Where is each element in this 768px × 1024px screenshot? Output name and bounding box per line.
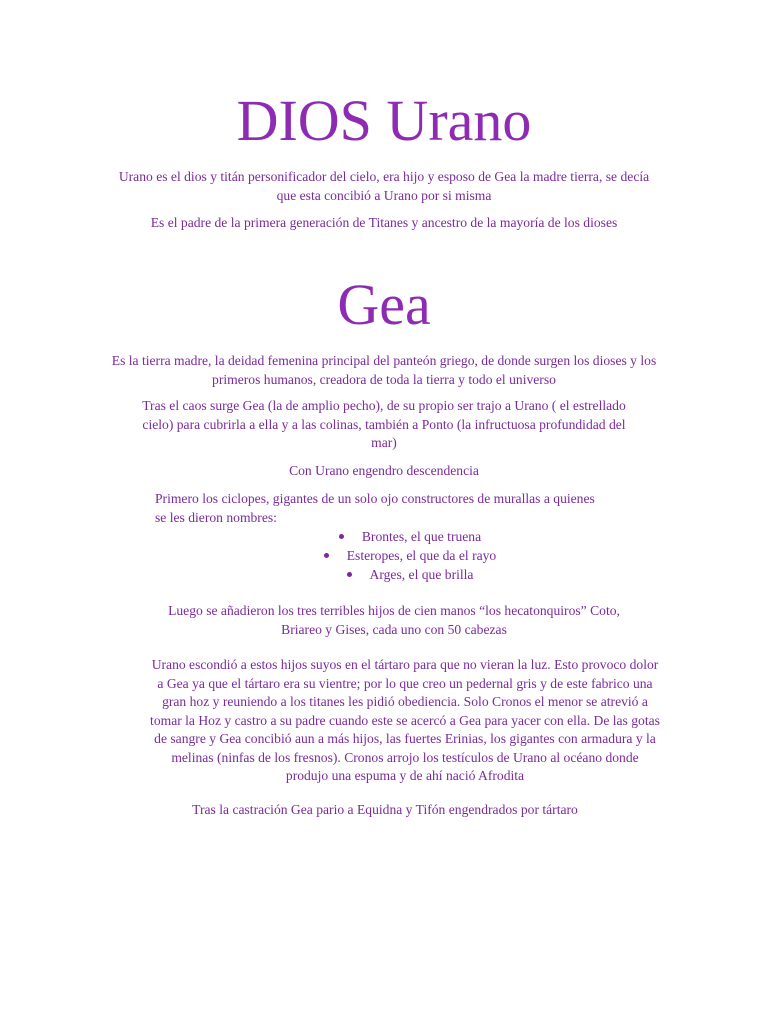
list-item-text: Brontes, el que truena [361,529,482,544]
urano-paragraph-1: Urano es el dios y titán personificador del cielo, era hijo y esposo de Gea la madre tierra, se decía que esta concibió a Urano por si misma [118,169,650,203]
list-item-text: Esteropes, el que da el rayo [346,548,497,563]
gea-paragraph-7: Tras la castración Gea pario a Equidna y Tifón engendrados por tártaro [192,802,578,817]
heading-urano: DIOS Urano [236,88,532,153]
list-item [250,546,570,565]
gea-paragraph-3: Con Urano engendro descendencia [289,463,479,478]
list-item [250,527,570,546]
list-item [250,565,570,584]
gea-paragraph-6: Urano escondió a estos hijos suyos en el tártaro para que no vieran la luz. Esto provoco dolor a Gea ya que el tártaro era su vientre; por lo que creo un pedernal gris y de este fabrico una gran hoz y reuniendo a los titanes les pidió obediencia. Solo Cronos el menor se atrevió a tomar la Hoz y castro a su padre cuando este se acercó a Gea para yacer con ella. De las gotas de sangre y Gea concibió aun a más hijos, las fuertes Erinias, los gigantes con armadura y la melinas (ninfas de los fresnos). Cronos arrojo los testículos de Urano al océano donde produjo una espuma y de ahí nació Afrodita [150,657,660,783]
bullet-icon [339,534,344,539]
gea-paragraph-2: Tras el caos surge Gea (la de amplio pecho), de su propio ser trajo a Urano ( el estrellado cielo) para cubrirla a ella y a las colinas, también a Ponto (la infructuosa profundidad del mar) [142,398,626,450]
bullet-icon [347,572,352,577]
cyclopes-list [250,527,570,584]
gea-paragraph-4-line-1: Primero los ciclopes, gigantes de un solo ojo constructores de murallas a quienes [155,491,595,506]
gea-paragraph-5: Luego se añadieron los tres terribles hijos de cien manos “los hecatonquiros” Coto, Briareo y Gises, cada uno con 50 cabezas [168,603,620,637]
heading-gea: Gea [337,272,431,337]
urano-paragraph-2: Es el padre de la primera generación de Titanes y ancestro de la mayoría de los dioses [150,215,618,230]
gea-paragraph-4-line-2: se les dieron nombres: [155,509,277,525]
gea-paragraph-1: Es la tierra madre, la deidad femenina principal del panteón griego, de donde surgen los dioses y los primeros humanos, creadora de toda la tierra y todo el universo [111,353,657,387]
gea-paragraph-4 [155,490,665,527]
bullet-icon [324,553,329,558]
list-item-text: Arges, el que brilla [369,567,474,582]
